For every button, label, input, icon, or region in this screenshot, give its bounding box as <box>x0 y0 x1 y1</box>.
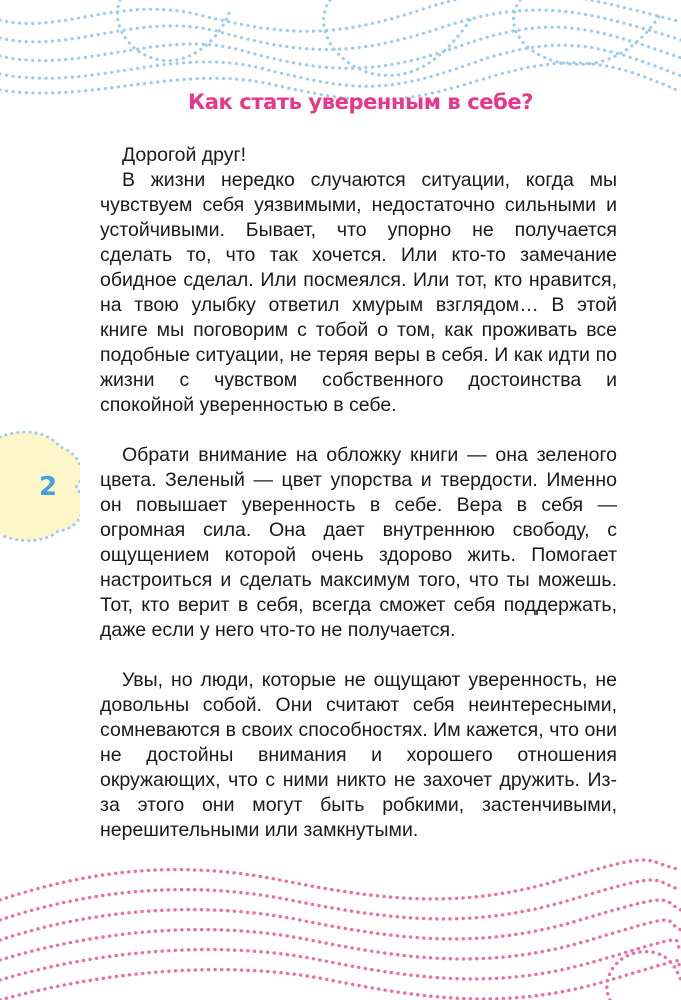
paragraph-1: В жизни нередко случаются ситуации, когда мы чувствуем себя уязвимыми, недостаточно сильными и устойчивыми. Бывает, что упорно не получается сделать то, что так хочется. Или кто-то замечание обидное сделал. Или посмеялся. Или тот, кто нравится, на твою улыбку ответил хмурым взглядом… В этой книге мы поговорим с тобой о том, как проживать все подобные ситуации, не теряя веры в себя. И как идти по жизни с чувством собственного достоинства и спокойной уверенностью в себе. <box>100 169 617 416</box>
bottom-dotted-waves-decoration <box>0 840 681 1000</box>
top-dotted-waves-decoration <box>0 0 681 100</box>
page-title: Как стать уверенным в себе? <box>187 90 533 114</box>
greeting: Дорогой друг! <box>122 144 247 166</box>
body-text <box>100 143 617 843</box>
paragraph-3: Увы, но люди, которые не ощущают уверенность, не довольны собой. Они считают себя неинтересными, сомневаются в своих способностях. Им кажется, что они не достойны внимания и хорошего отношения окружающих, что с ними никто не захочет дружить. Из-за этого они могут быть робкими, застенчивыми, нерешительными или замкнутыми. <box>100 669 617 841</box>
page-number: 2 <box>38 472 58 502</box>
paragraph-2: Обрати внимание на обложку книги — она зеленого цвета. Зеленый — цвет упорства и твердости. Именно он повышает уверенность в себе. Вера в себя — огромная сила. Она дает внутреннюю свободу, с ощущением которой очень здорово жить. Помогает настроиться и сделать максимум того, что ты можешь. Тот, кто верит в себя, всегда сможет себя поддержать, даже если у него что-то не получается. <box>100 444 617 641</box>
